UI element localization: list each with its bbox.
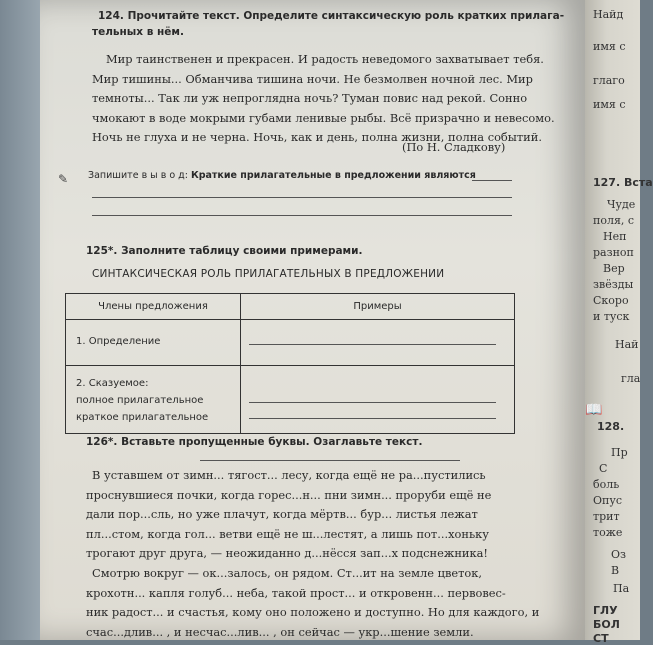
answer-line[interactable] [249,344,496,345]
right-page-line: ГЛУ [593,604,618,617]
ex124-text-line: Мир тишины... Обманчива тишина ночи. Не безмолвен ночной лес. Мир [92,71,533,86]
right-page-line: Опус [593,494,622,507]
ex124-text-line: темноты... Так ли уж непроглядна ночь? Туман повис над рекой. Сонно [92,91,528,105]
textbook-page [40,0,585,640]
ex124-text-line: Мир таинственен и прекрасен. И радость неведомого захватывает тебя. [106,52,544,66]
ex124-text-line: Ночь не глуха и не черна. Ночь, как и день, полна жизни, полна событий. [92,130,542,144]
ex126-text-line: проснувшиеся почки, когда горес...н... пни зимн... проруби ещё не [86,487,492,502]
right-page-line: имя с [593,40,626,53]
table-header-examples: Примеры [241,294,515,320]
ex126-text-line: ник радост... и счастья, кому оно положено и доступно. Но для каждого, и [86,605,540,620]
ex125-heading [86,245,362,257]
title-line[interactable] [200,460,460,461]
ex126-text-line: Смотрю вокруг — ок...залось, он рядом. Ст...ит на земле цветок, [92,565,483,580]
right-page-line: БОЛ [593,618,620,631]
right-page-line: 127. Вста [593,176,653,189]
right-page-line: и туск [593,310,630,323]
ex126-text-line: трогают друг друга, — неожиданно д...нёсся зап...х подснежника! [86,546,488,561]
ex125-heading-text: Заполните таблицу своими примерами. [121,245,363,257]
right-page-line: гла [621,372,641,385]
answer-line[interactable] [249,418,496,419]
right-page-line: СТ [593,632,609,645]
answer-line[interactable] [472,180,512,181]
right-page-line: 128. [597,420,625,433]
right-page-line: Скоро [593,294,629,307]
write-prompt: Краткие прилагательные в предложении являются [190,170,476,181]
ex124-text [92,50,555,148]
table-row-definition: 1. Определение [66,320,241,366]
right-page-line: Вер [603,262,625,275]
ex126-text-line: крохотн... капля голуб... неба, такой прост... и откровенн... первовес- [86,585,506,600]
ex124-heading [98,10,564,22]
ex126-heading [86,436,422,448]
ex125-number: 125*. [86,245,118,257]
book-icon: 📖 [585,402,603,418]
ex124-write-conclusion [88,170,476,181]
ex124-author: (По Н. Сладкову) [402,140,506,154]
table-row-predicate [66,366,241,434]
right-page-line: Пр [611,446,628,459]
pencil-icon: ✎ [58,172,69,186]
right-page-line: тоже [593,526,623,539]
ex124-heading-line2: тельных в нём. [92,26,184,38]
ex126-text-line: В уставшем от зимн... тягост... лесу, когда ещё не ра...пустились [92,468,486,482]
answer-line[interactable] [92,215,512,216]
table-cell-examples[interactable] [241,366,515,434]
syntax-roles-table [65,293,515,434]
right-page-line: Най [615,338,639,351]
ex124-text-line: чмокают в воде мокрыми губами ленивые рыбы. Всё призрачно и невесомо. [92,110,555,125]
right-page-line: С [599,462,608,475]
right-page-line: поля, с [593,214,635,227]
right-page-line: боль [593,478,620,491]
write-label: Запишите в ы в о д: [88,170,188,181]
answer-line[interactable] [92,197,512,198]
right-page-line: разноп [593,246,634,259]
ex124-number: 124. [98,10,124,22]
table-header-members: Члены предложения [66,294,241,320]
right-page-line: Неп [603,230,627,243]
ex126-text [86,466,539,642]
table-cell-examples[interactable] [241,320,515,366]
right-page-line: Найд [593,8,624,21]
right-page-line: имя с [593,98,626,111]
table-title: СИНТАКСИЧЕСКАЯ РОЛЬ ПРИЛАГАТЕЛЬНЫХ В ПРЕДЛОЖЕНИИ [92,268,445,280]
right-page-line: Чуде [607,198,636,211]
right-page-line: звёзды [593,278,634,291]
right-page-line: трит [593,510,620,523]
right-page-line: Оз [611,548,627,561]
ex124-heading-line1: Прочитайте текст. Определите синтаксическую роль кратких прилага- [127,10,565,22]
ex126-text-line: пл...стом, когда гол... ветви ещё не ш...лестят, а лишь пот...хоньку [86,526,489,541]
predicate-full: полное прилагательное [76,395,204,406]
ex126-text-line: счас...длив... , и несчас...лив... , он сейчас — укр...шение земли. [86,624,474,639]
right-page-line: глаго [593,74,625,87]
answer-line[interactable] [249,402,496,403]
right-page-line: В [611,564,620,577]
right-page [585,0,653,645]
ex126-heading-text: Вставьте пропущенные буквы. Озаглавьте текст. [121,436,423,448]
ex126-text-line: дали пор...сль, но уже плачут, когда мёртв... бур... листья лежат [86,507,478,522]
predicate-label: 2. Сказуемое: [76,378,149,389]
predicate-short: краткое прилагательное [76,412,209,423]
right-page-line: Па [613,582,630,595]
ex126-number: 126*. [86,436,118,448]
